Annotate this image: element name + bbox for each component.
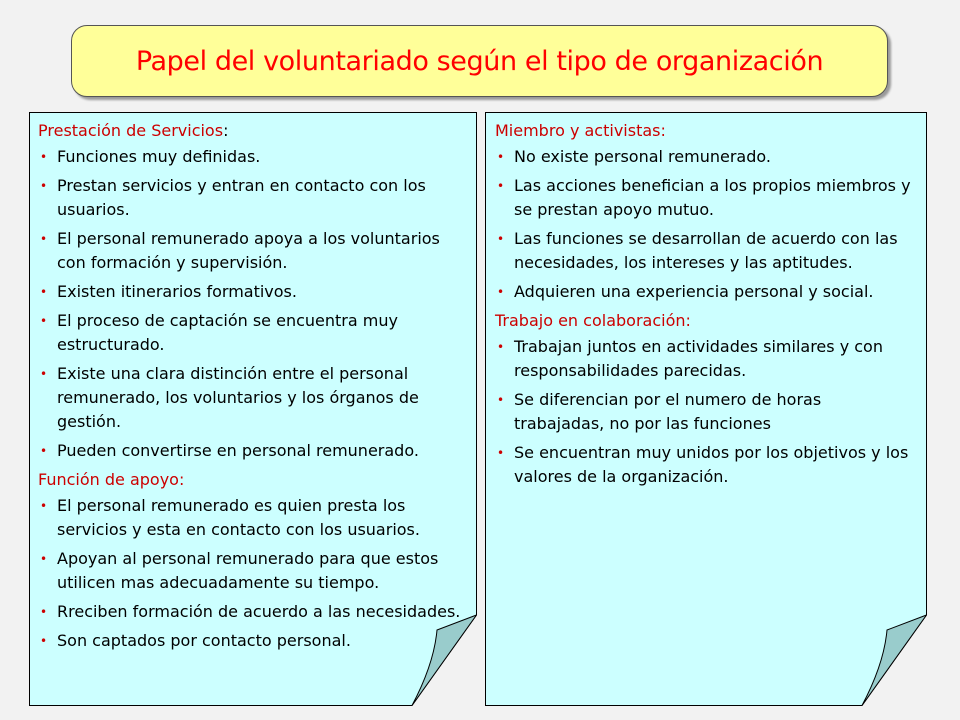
list-item [495, 145, 915, 169]
bullet-icon: • [40, 499, 48, 513]
list-item-text: Las acciones benefician a los propios miembros y se prestan apoyo mutuo. [514, 176, 911, 219]
list-item [38, 439, 463, 463]
list-item [38, 629, 463, 653]
list-item-text: Son captados por contacto personal. [57, 631, 351, 650]
bullet-icon: • [40, 367, 48, 381]
bullet-list [495, 335, 915, 489]
section-heading [38, 468, 463, 492]
bullet-icon: • [40, 232, 48, 246]
bullet-icon: • [40, 444, 48, 458]
bullet-icon: • [497, 446, 505, 460]
list-item [38, 600, 463, 624]
section-heading-text: Miembro y activistas: [495, 121, 666, 140]
bullet-list [38, 145, 463, 463]
list-item-text: Adquieren una experiencia personal y social. [514, 282, 874, 301]
list-item [495, 227, 915, 275]
bullet-icon: • [40, 634, 48, 648]
bullet-icon: • [497, 393, 505, 407]
list-item-text: Prestan servicios y entran en contacto con los usuarios. [57, 176, 426, 219]
section-heading-text: Trabajo en colaboración: [495, 311, 691, 330]
list-item-text: Se diferencian por el numero de horas trabajadas, no por las funciones [514, 390, 822, 433]
section-heading-colon: : [223, 121, 229, 140]
right-note-panel [485, 112, 927, 706]
list-item-text: No existe personal remunerado. [514, 147, 771, 166]
bullet-icon: • [40, 552, 48, 566]
list-item-text: Rreciben formación de acuerdo a las necesidades. [57, 602, 461, 621]
list-item [38, 309, 463, 357]
list-item-text: El personal remunerado apoya a los voluntarios con formación y supervisión. [57, 229, 440, 272]
list-item [38, 280, 463, 304]
bullet-icon: • [497, 232, 505, 246]
bullet-icon: • [497, 179, 505, 193]
section-heading [38, 119, 463, 143]
section-heading [495, 119, 915, 143]
bullet-icon: • [40, 605, 48, 619]
list-item [38, 227, 463, 275]
list-item [495, 335, 915, 383]
bullet-icon: • [497, 340, 505, 354]
slide-title: Papel del voluntariado según el tipo de organización [135, 45, 824, 77]
bullet-icon: • [40, 179, 48, 193]
list-item-text: Se encuentran muy unidos por los objetivos y los valores de la organización. [514, 443, 909, 486]
list-item-text: Funciones muy definidas. [57, 147, 261, 166]
bullet-icon: • [497, 150, 505, 164]
list-item-text: Existen itinerarios formativos. [57, 282, 297, 301]
list-item-text: Las funciones se desarrollan de acuerdo con las necesidades, los intereses y las aptitudes. [514, 229, 898, 272]
bullet-list [495, 145, 915, 304]
left-note-content [29, 112, 477, 658]
bullet-icon: • [40, 285, 48, 299]
list-item-text: Existe una clara distinción entre el personal remunerado, los voluntarios y los órganos de gestión. [57, 364, 419, 431]
list-item [38, 145, 463, 169]
section-heading-text: Función de apoyo: [38, 470, 185, 489]
bullet-icon: • [40, 314, 48, 328]
list-item [495, 441, 915, 489]
list-item-text: Trabajan juntos en actividades similares y con responsabilidades parecidas. [514, 337, 883, 380]
list-item [38, 494, 463, 542]
left-note-panel [29, 112, 477, 706]
list-item [495, 174, 915, 222]
list-item [38, 547, 463, 595]
bullet-icon: • [40, 150, 48, 164]
right-note-content [485, 112, 927, 494]
section-heading [495, 309, 915, 333]
list-item-text: Apoyan al personal remunerado para que estos utilicen mas adecuadamente su tiempo. [57, 549, 439, 592]
bullet-icon: • [497, 285, 505, 299]
section-heading-text: Prestación de Servicios [38, 121, 224, 140]
title-banner [71, 25, 888, 97]
list-item [495, 388, 915, 436]
list-item-text: El personal remunerado es quien presta los servicios y esta en contacto con los usuarios. [57, 496, 420, 539]
list-item [38, 174, 463, 222]
list-item-text: El proceso de captación se encuentra muy estructurado. [57, 311, 398, 354]
bullet-list [38, 494, 463, 653]
list-item [38, 362, 463, 434]
list-item-text: Pueden convertirse en personal remunerado. [57, 441, 419, 460]
list-item [495, 280, 915, 304]
